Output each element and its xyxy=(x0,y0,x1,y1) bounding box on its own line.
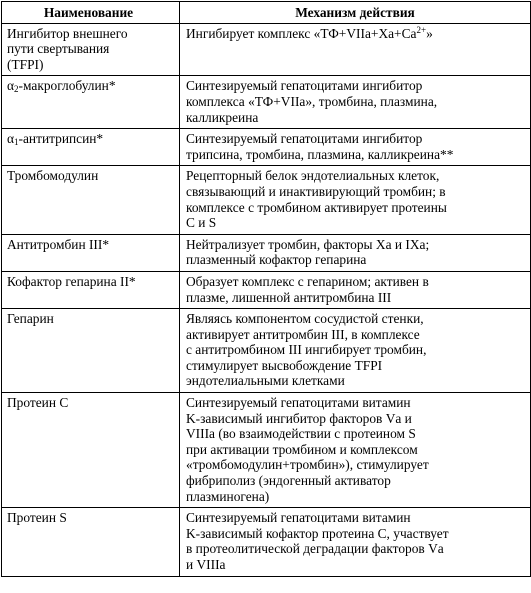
table-row xyxy=(2,393,531,508)
mechanism-description xyxy=(180,234,531,271)
text-line: K-зависимый ингибитор факторов Vа и xyxy=(186,410,412,426)
text-line: активирует антитромбин III, в комплексе xyxy=(186,326,420,342)
text-line: Синтезируемый гепатоцитами ингибитор xyxy=(186,78,423,94)
text-line: Тромбомодулин xyxy=(7,168,99,184)
subscript: 2 xyxy=(14,84,19,95)
mechanism-description xyxy=(180,393,531,508)
substance-name xyxy=(2,23,180,76)
text-line: K-зависимый кофактор протеина С, участвует xyxy=(186,525,449,541)
text-line: плазминогена) xyxy=(186,488,270,504)
text-line: калликреина xyxy=(186,109,259,125)
mechanism-description xyxy=(180,23,531,76)
text-fragment: Ингибирует комплекс «ТФ+VIIа+Ха+Са xyxy=(186,25,417,41)
table-row xyxy=(2,309,531,393)
substance-name xyxy=(2,271,180,308)
text-line: Синтезируемый гепатоцитами витамин xyxy=(186,395,411,411)
substance-name xyxy=(2,76,180,129)
text-line: С и S xyxy=(186,215,217,231)
text-fragment: α xyxy=(7,131,15,147)
table-row xyxy=(2,166,531,234)
table-row xyxy=(2,271,531,308)
text-line: стимулирует высвобождение TFPI xyxy=(186,357,383,373)
text-line: плазме, лишенной антитромбина III xyxy=(186,289,392,305)
text-line: Рецепторный белок эндотелиальных клеток, xyxy=(186,168,440,184)
mechanism-description xyxy=(180,271,531,308)
table-row xyxy=(2,23,531,76)
text-fragment: » xyxy=(426,25,433,41)
text-line xyxy=(186,26,526,42)
table-row xyxy=(2,129,531,166)
substance-name xyxy=(2,309,180,393)
text-line: Образует комплекс с гепарином; активен в xyxy=(186,273,429,289)
mechanism-description xyxy=(180,76,531,129)
text-line: Нейтрализует тромбин, факторы Ха и IХа; xyxy=(186,236,430,252)
substance-name xyxy=(2,129,180,166)
text-line: Синтезируемый гепатоцитами ингибитор xyxy=(186,131,423,147)
substance-name xyxy=(2,508,180,576)
text-line: VIIIа (во взаимодействии с протеином S xyxy=(186,426,416,442)
text-line: трипсина, тромбина, плазмина, калликреина** xyxy=(186,146,454,162)
text-line: Кофактор гепарина II* xyxy=(7,273,136,289)
substance-name xyxy=(2,393,180,508)
column-header-mechanism: Механизм действия xyxy=(180,2,531,24)
text-line: Протеин С xyxy=(7,395,69,411)
header-row xyxy=(2,2,531,24)
superscript: 2+ xyxy=(416,24,427,35)
text-line: (TFPI) xyxy=(7,56,44,72)
text-line: эндотелиальными клетками xyxy=(186,373,345,389)
text-line: Гепарин xyxy=(7,311,54,327)
text-line: комплекса «ТФ+VIIа», тромбина, плазмина, xyxy=(186,93,438,109)
text-line: Синтезируемый гепатоцитами витамин xyxy=(186,510,411,526)
text-line: пути свертывания xyxy=(7,41,110,57)
table-row xyxy=(2,508,531,576)
text-line: и VIIIа xyxy=(186,557,226,572)
column-header-name: Наименование xyxy=(2,2,180,24)
text-line: плазменный кофактор гепарина xyxy=(186,252,367,268)
substance-name xyxy=(2,234,180,271)
text-line: Протеин S xyxy=(7,510,67,526)
text-line: «тромбомодулин+тромбин»), стимулирует xyxy=(186,457,429,473)
text-line: комплексе с тромбином активирует протеины xyxy=(186,199,447,215)
table-row xyxy=(2,76,531,129)
text-line: Являясь компонентом сосудистой стенки, xyxy=(186,311,424,327)
mechanism-description xyxy=(180,166,531,234)
mechanism-description xyxy=(180,129,531,166)
text-line: связывающий и инактивирующий тромбин; в xyxy=(186,183,446,199)
text-line: с антитромбином III ингибирует тромбин, xyxy=(186,342,427,358)
text-line: в протеолитической деградации факторов Vа xyxy=(186,541,444,557)
text-fragment: α xyxy=(7,78,15,94)
substance-name xyxy=(2,166,180,234)
text-line: при активации тромбином и комплексом xyxy=(186,441,418,457)
text-line xyxy=(7,131,175,147)
subscript: 1 xyxy=(14,137,19,148)
table-row xyxy=(2,234,531,271)
text-line: Антитромбин III* xyxy=(7,236,110,252)
text-line: фибриполиз (эндогенный активатор xyxy=(186,473,391,489)
anticoagulants-table xyxy=(1,1,531,577)
text-fragment: -антитрипсин* xyxy=(18,131,104,147)
text-fragment: -макроглобулин* xyxy=(18,78,116,94)
text-line: Ингибитор внешнего xyxy=(7,25,128,41)
text-line xyxy=(7,78,175,94)
mechanism-description xyxy=(180,309,531,393)
mechanism-description xyxy=(180,508,531,576)
